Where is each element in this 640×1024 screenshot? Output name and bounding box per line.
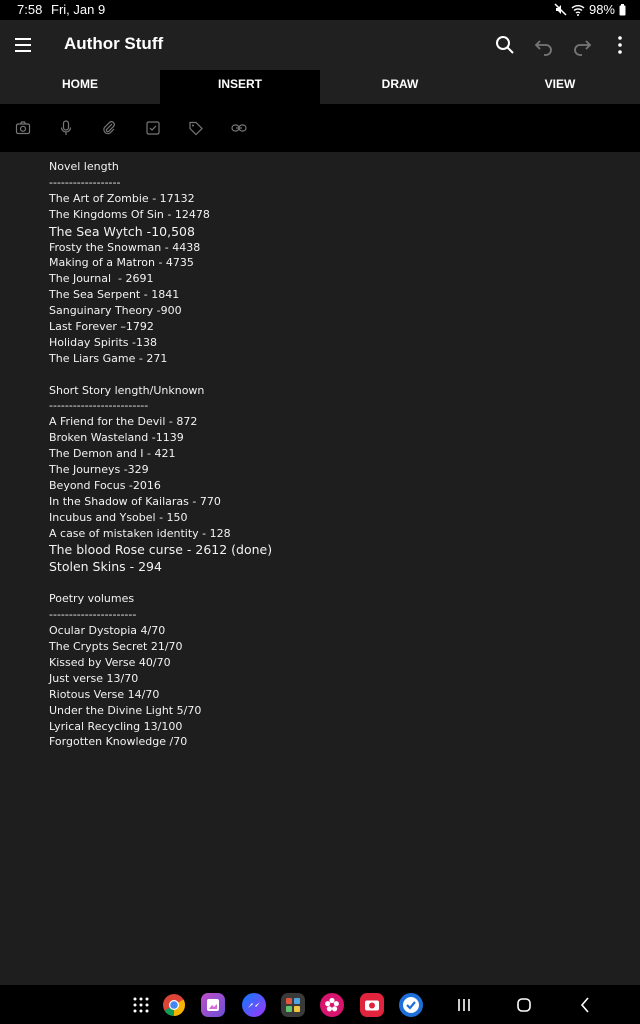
list-item: The Crypts Secret 21/70 [49,640,183,654]
blank-line [49,367,609,383]
list-item: The Sea Wytch -10,508 [49,223,195,239]
battery-icon [619,4,626,16]
list-item: Making of a Matron - 4735 [49,256,194,270]
flower-app-icon[interactable] [320,993,344,1017]
list-item: Forgotten Knowledge /70 [49,735,188,749]
status-icons [554,2,626,17]
list-item: Stolen Skins - 294 [49,559,162,575]
mute-icon [554,3,567,16]
status-time: 7:58 [17,2,43,17]
list-item: Lyrical Recycling 13/100 [49,719,183,733]
ribbon-tabs [0,70,640,104]
status-date: Fri, Jan 9 [51,2,106,17]
search-icon[interactable] [493,33,517,57]
list-item: Incubus and Ysobel - 150 [49,510,188,524]
list-item: Just verse 13/70 [49,671,139,685]
apps-grid-icon[interactable] [129,993,153,1017]
battery-percent: 98% [588,2,615,17]
redo-icon[interactable] [570,33,594,57]
back-button[interactable] [574,994,596,1016]
list-item: The Art of Zombie - 17132 [49,191,195,205]
list-item: The Sea Serpent - 1841 [49,288,180,302]
folder-icon[interactable] [281,993,305,1017]
tab-home[interactable]: HOME [62,77,98,91]
note-page[interactable] [0,152,640,985]
chrome-icon[interactable] [162,993,186,1017]
tab-draw[interactable]: DRAW [381,77,419,91]
note-content[interactable] [49,159,609,750]
tab-insert[interactable]: INSERT [160,70,320,104]
list-item: The blood Rose curse - 2612 (done) [49,542,273,558]
insert-ribbon [0,104,640,152]
list-item: A Friend for the Devil - 872 [49,415,198,429]
menu-icon[interactable] [12,34,34,56]
list-item: Kissed by Verse 40/70 [49,655,171,669]
list-item: Under the Divine Light 5/70 [49,703,202,717]
list-item: Beyond Focus -2016 [49,478,161,492]
divider-line: ------------------------- [49,399,149,413]
list-item: Last Forever –1792 [49,320,154,334]
tag-icon[interactable] [188,120,204,136]
list-item: The Journal - 2691 [49,272,154,286]
camera-icon[interactable] [15,120,31,136]
section-heading-novel: Novel length [49,160,119,173]
messenger-icon[interactable] [242,993,266,1017]
checkmark-app-icon[interactable] [399,993,423,1017]
home-button[interactable] [513,994,535,1016]
system-nav-bar [0,985,640,1024]
list-item: A case of mistaken identity - 128 [49,526,231,540]
list-item: Broken Wasteland -1139 [49,431,184,445]
checkbox-icon[interactable] [145,120,161,136]
list-item: In the Shadow of Kailaras - 770 [49,494,221,508]
more-icon[interactable] [608,33,632,57]
list-item: The Kingdoms Of Sin - 12478 [49,207,210,221]
app-bar [0,20,640,70]
tab-view[interactable]: VIEW [544,77,576,91]
link-icon[interactable] [231,120,247,136]
section-heading-poetry: Poetry volumes [49,592,135,606]
status-bar [0,0,640,20]
wifi-icon [571,4,585,16]
divider-line: ------------------ [49,175,121,189]
attachment-icon[interactable] [101,120,117,136]
list-item: The Demon and I - 421 [49,447,176,461]
notebook-title: Author Stuff [64,34,164,53]
list-item: Frosty the Snowman - 4438 [49,240,201,254]
blank-line [49,575,609,591]
undo-icon[interactable] [532,33,556,57]
list-item: Holiday Spirits -138 [49,335,157,349]
list-item: Sanguinary Theory -900 [49,304,182,318]
camera-app-icon[interactable] [360,993,384,1017]
list-item: Ocular Dystopia 4/70 [49,624,166,638]
divider-line: ---------------------- [49,608,137,622]
section-heading-short-story: Short Story length/Unknown [49,383,205,397]
gallery-icon[interactable] [201,993,225,1017]
microphone-icon[interactable] [58,120,74,136]
list-item: The Liars Game - 271 [49,351,168,365]
list-item: Riotous Verse 14/70 [49,687,160,701]
list-item: The Journeys -329 [49,463,149,477]
recents-button[interactable] [453,994,475,1016]
